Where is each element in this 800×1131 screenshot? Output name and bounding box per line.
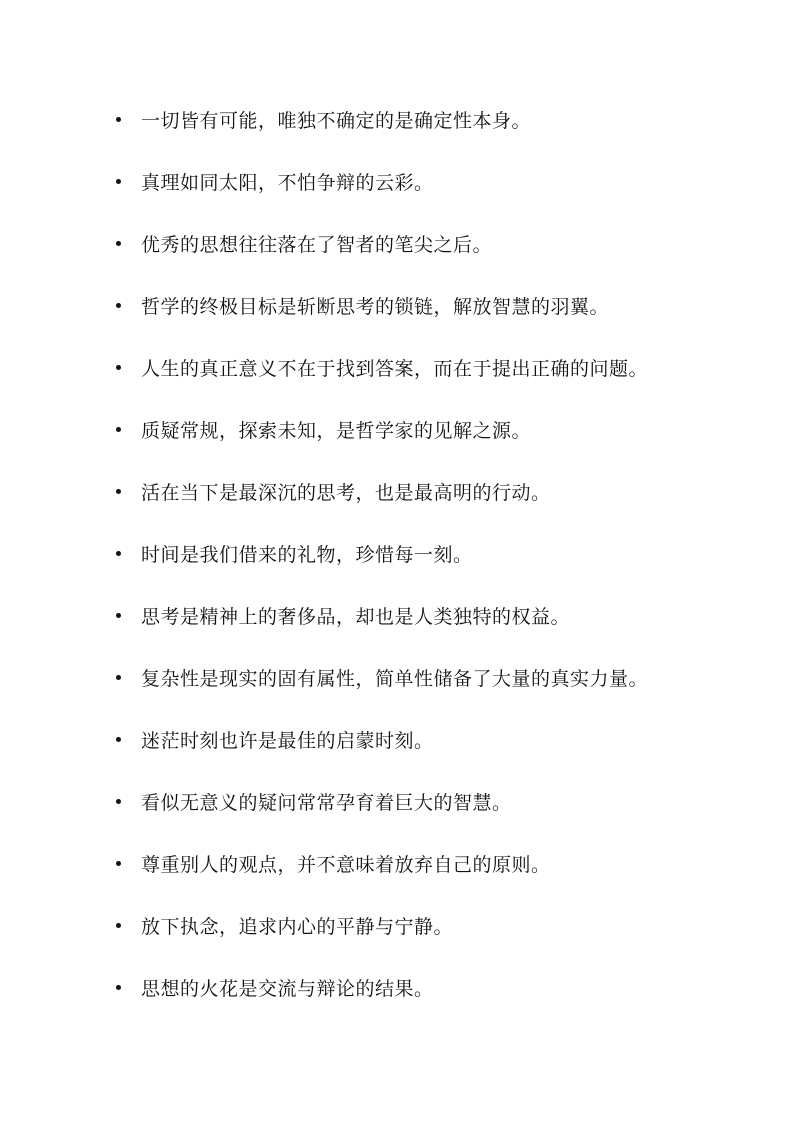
list-item	[116, 832, 766, 894]
list-item	[116, 274, 766, 336]
bullet-icon	[116, 861, 121, 866]
quote-text: 看似无意义的疑问常常孕育着巨大的智慧。	[141, 791, 512, 814]
bullet-icon	[116, 365, 121, 370]
bullet-icon	[116, 179, 121, 184]
bullet-icon	[116, 489, 121, 494]
quote-text: 活在当下是最深沉的思考，也是最高明的行动。	[141, 481, 551, 504]
bullet-icon	[116, 303, 121, 308]
list-item	[116, 398, 766, 460]
bullet-icon	[116, 427, 121, 432]
bullet-icon	[116, 799, 121, 804]
quote-text: 放下执念，追求内心的平静与宁静。	[141, 915, 454, 938]
list-item	[116, 88, 766, 150]
list-item	[116, 584, 766, 646]
quote-text: 迷茫时刻也许是最佳的启蒙时刻。	[141, 729, 434, 752]
list-item	[116, 770, 766, 832]
list-item	[116, 956, 766, 1018]
list-item	[116, 460, 766, 522]
quote-text: 真理如同太阳，不怕争辩的云彩。	[141, 171, 434, 194]
quote-text: 质疑常规，探索未知，是哲学家的见解之源。	[141, 419, 532, 442]
quote-text: 优秀的思想往往落在了智者的笔尖之后。	[141, 233, 493, 256]
quote-text: 复杂性是现实的固有属性，简单性储备了大量的真实力量。	[141, 667, 649, 690]
list-item	[116, 708, 766, 770]
quote-text: 一切皆有可能，唯独不确定的是确定性本身。	[141, 109, 532, 132]
bullet-icon	[116, 241, 121, 246]
list-item	[116, 522, 766, 584]
quote-text: 哲学的终极目标是斩断思考的锁链，解放智慧的羽翼。	[141, 295, 610, 318]
bullet-icon	[116, 675, 121, 680]
list-item	[116, 212, 766, 274]
bullet-icon	[116, 985, 121, 990]
bullet-icon	[116, 551, 121, 556]
list-item	[116, 336, 766, 398]
bullet-icon	[116, 737, 121, 742]
quote-text: 思想的火花是交流与辩论的结果。	[141, 977, 434, 1000]
bullet-icon	[116, 117, 121, 122]
bullet-icon	[116, 613, 121, 618]
quote-text: 时间是我们借来的礼物，珍惜每一刻。	[141, 543, 473, 566]
quote-text: 尊重别人的观点，并不意味着放弃自己的原则。	[141, 853, 551, 876]
bullet-icon	[116, 923, 121, 928]
list-item	[116, 894, 766, 956]
quote-list	[116, 88, 766, 1018]
quote-text: 人生的真正意义不在于找到答案，而在于提出正确的问题。	[141, 357, 649, 380]
quote-text: 思考是精神上的奢侈品，却也是人类独特的权益。	[141, 605, 571, 628]
list-item	[116, 646, 766, 708]
list-item	[116, 150, 766, 212]
